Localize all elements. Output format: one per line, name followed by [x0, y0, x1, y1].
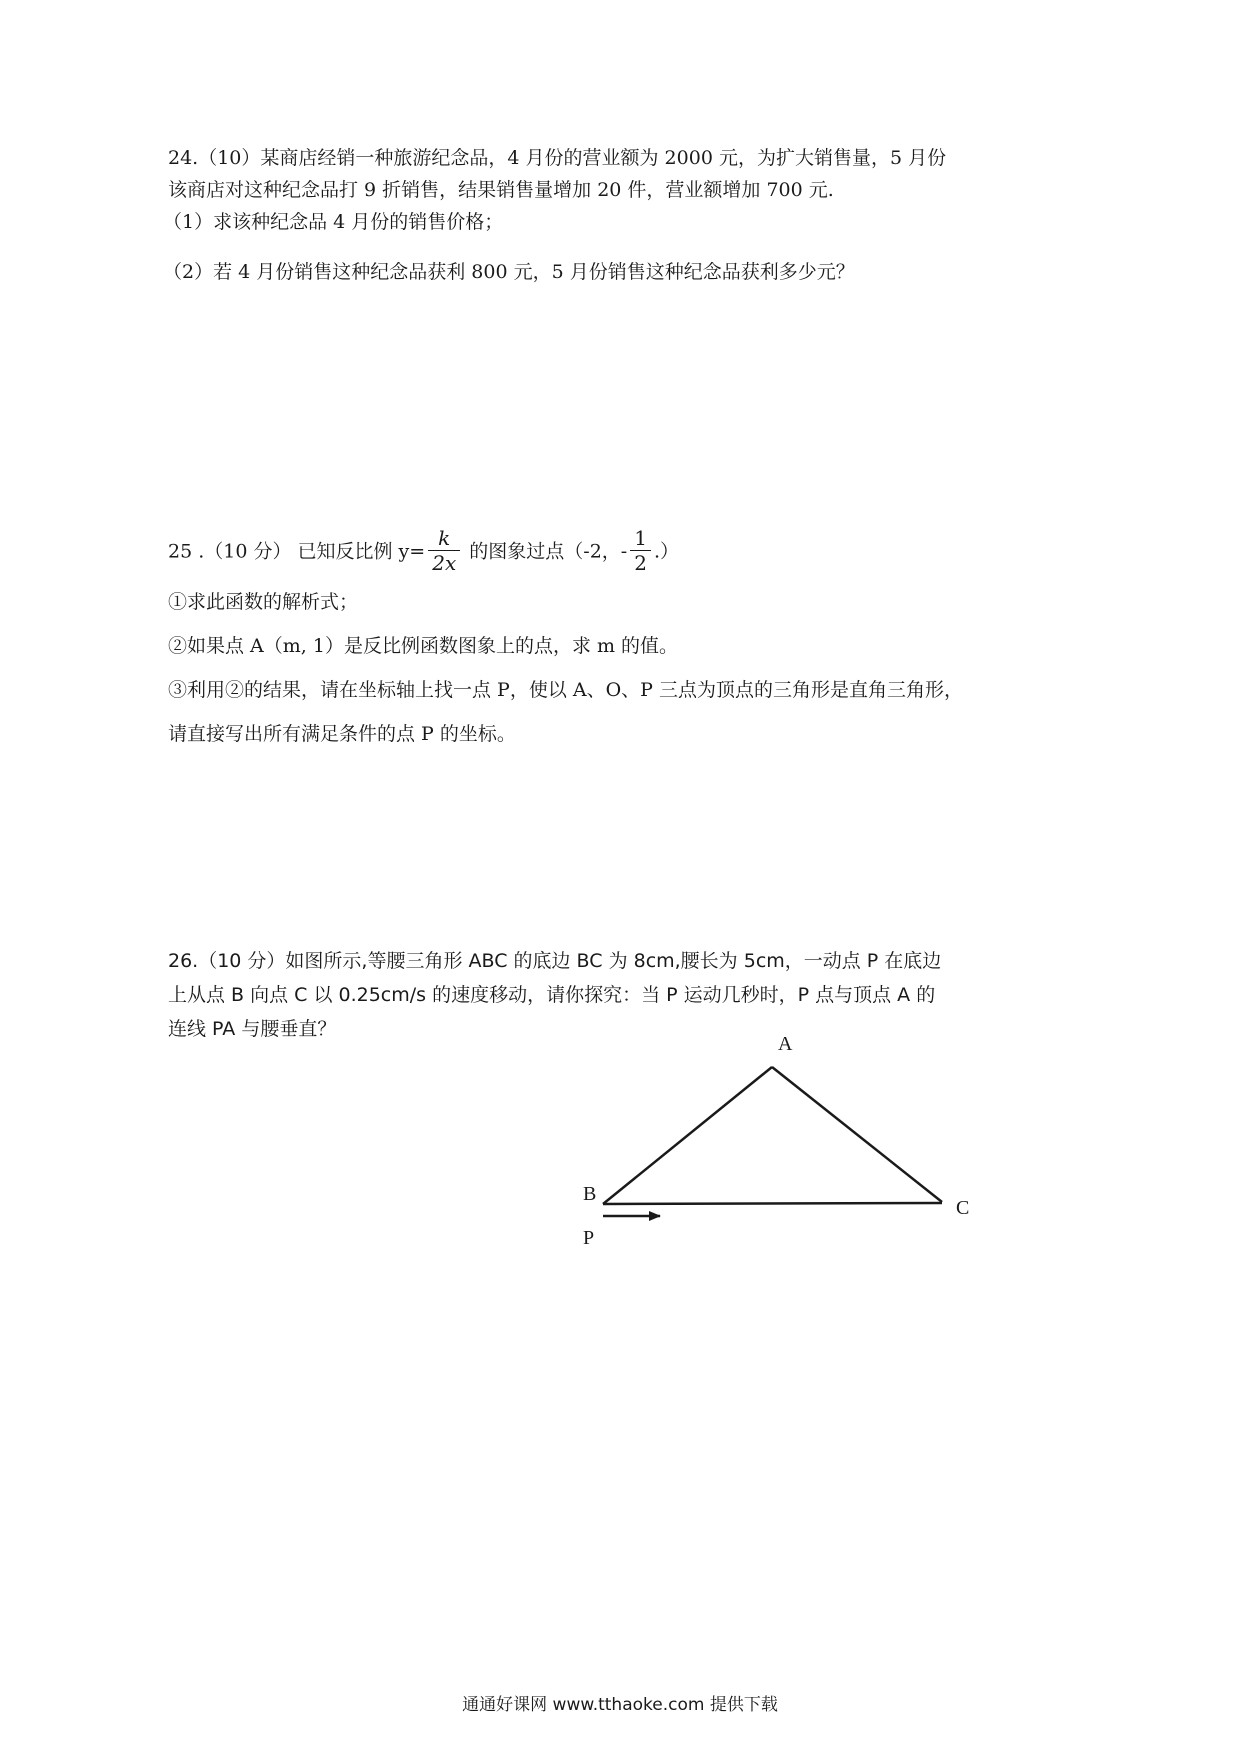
side-ab: [603, 1067, 772, 1204]
vertex-b-label: B: [583, 1183, 597, 1205]
fraction-numerator: k: [428, 526, 460, 551]
q24-sub1: （1）求该种纪念品 4 月份的销售价格；: [163, 211, 504, 233]
q25-item3: ③利用②的结果，请在坐标轴上找一点 P，使以 A、O、P 三点为顶点的三角形是直角三角形，: [168, 679, 963, 701]
vertex-a-label: A: [778, 1033, 793, 1055]
q25-item2: ②如果点 A（m, 1）是反比例函数图象上的点，求 m 的值。: [168, 635, 679, 657]
point-p-label: P: [583, 1227, 595, 1249]
point-fraction-denominator: 2: [634, 551, 647, 575]
q25-item3b: 请直接写出所有满足条件的点 P 的坐标。: [168, 723, 516, 745]
fraction-denominator: 2x: [432, 551, 457, 575]
base-bc: [603, 1203, 942, 1204]
q26-line2: 上从点 B 向点 C 以 0.25cm/s 的速度移动，请你探究：当 P 运动几秒时，P 点与顶点 A 的: [168, 984, 936, 1006]
q24-line2: 该商店对这种纪念品打 9 折销售，结果销售量增加 20 件，营业额增加 700 元.: [168, 179, 834, 201]
point-fraction-numerator: 1: [630, 526, 651, 551]
page-footer: 通通好课网 www.tthaoke.com 提供下载: [462, 1695, 778, 1715]
q25-intro: 25 .（10 分） 已知反比例 y=: [168, 540, 426, 563]
q25-mid: 的图象过点（-2，-: [463, 540, 628, 563]
vertex-c-label: C: [956, 1197, 970, 1219]
q26-line1: 26.（10 分）如图所示,等腰三角形 ABC 的底边 BC 为 8cm,腰长为 5cm，一动点 P 在底边: [168, 950, 942, 972]
q24-sub2: （2）若 4 月份销售这种纪念品获利 800 元，5 月份销售这种纪念品获利多少元？: [163, 261, 855, 283]
side-ac: [772, 1067, 942, 1202]
q26-line3: 连线 PA 与腰垂直？: [168, 1018, 337, 1040]
q24-line1: 24.（10）某商店经销一种旅游纪念品，4 月份的营业额为 2000 元，为扩大销售量，5 月份: [168, 147, 947, 169]
q25-end: .）: [653, 540, 679, 563]
q25-item1: ①求此函数的解析式；: [168, 591, 359, 613]
